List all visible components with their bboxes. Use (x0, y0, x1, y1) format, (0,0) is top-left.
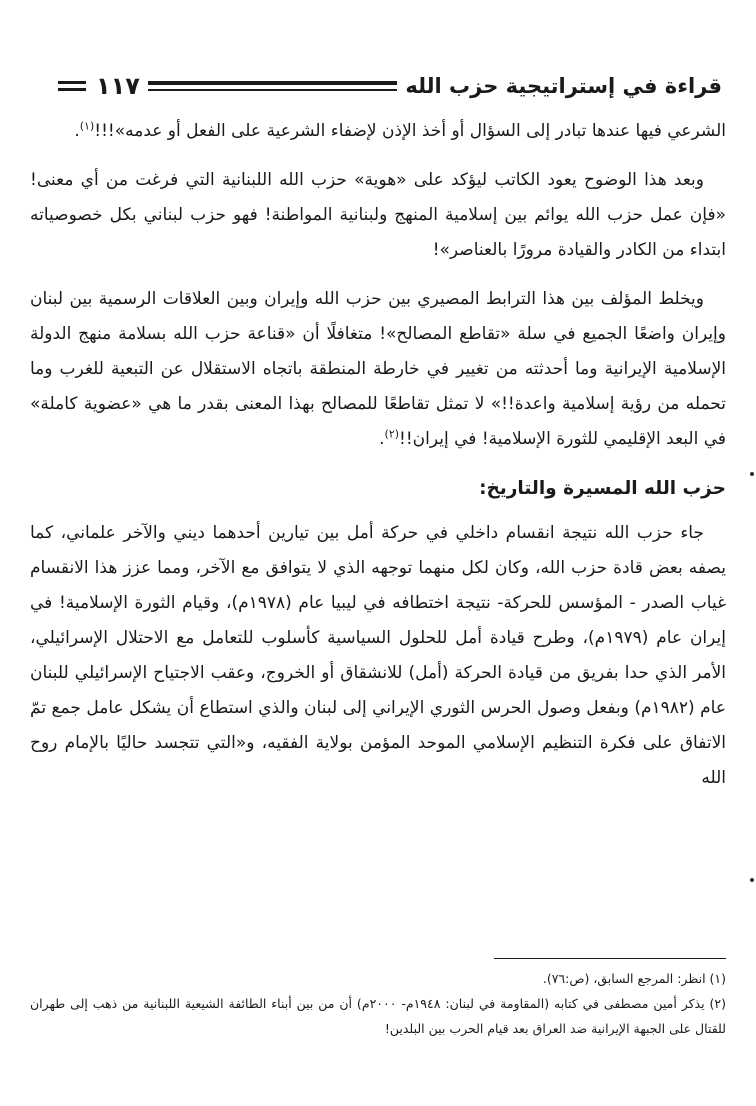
footnote-separator (494, 958, 726, 959)
page-number: ١١٧ (96, 72, 140, 100)
running-title: قراءة في إستراتيجية حزب الله (405, 74, 722, 98)
footnote-2: (٢) يذكر أمين مصطفى في كتابه (المقاومة في لبنان: ١٩٤٨م- ٢٠٠٠م) أن من بين أبناء الطائفة الشيعية اللبنانية من ذهب إلى طهران للقتال على الجبهة الإيرانية ضد العراق بعد قيام الحرب بين البلدين! (30, 996, 727, 1036)
header-rule (148, 81, 397, 91)
margin-dot (750, 472, 754, 476)
footnote-1: (١) انظر: المرجع السابق، (ص:٧٦). (542, 971, 726, 986)
section-heading: حزب الله المسيرة والتاريخ: (479, 478, 726, 499)
page-number-ornament (58, 81, 86, 91)
paragraph-1: الشرعي فيها عندها تبادر إلى السؤال أو أخذ الإذن لإضفاء الشرعية على الفعل أو عدمه»!!!$^{(١)}$. (74, 119, 726, 141)
footnote-ref-2: (٢) (384, 427, 400, 441)
paragraph-2: وبعد هذا الوضوح يعود الكاتب ليؤكد على «هوية» حزب الله اللبنانية التي فرغت من أي معنى! «فإن عمل حزب الله يوائم بين إسلامية المنهج ولبنانية المواطنة! فهو حزب لبناني بكل خصوصياته ابتداء من الكادر والقيادة مرورًا بالعناصر»! (30, 170, 726, 260)
paragraph-1-text: الشرعي فيها عندها تبادر إلى السؤال أو أخذ الإذن لإضفاء الشرعية على الفعل أو عدمه»!!! (94, 121, 726, 141)
paragraph-3: ويخلط المؤلف بين هذا الترابط المصيري بين حزب الله وإيران وبين العلاقات الرسمية بين لبنان وإيران واضعًا الجميع في سلة «تقاطع المصالح»! متغافلًا أن «قناعة حزب الله بسلامة منهج الدولة الإسلامية الإيرانية وما أحدثته من تغيير في خارطة المنطقة باتجاه الاستقلال عن التبعية للغرب وما تحمله من رؤية إسلامية واعدة!!» لا تمثل تقاطعًا للمصالح بهذا المعنى بقدر ما هي «عضوية كاملة» في البعد الإقليمي للثورة الإسلامية! في إيران!!$^{(٢)}$. (30, 289, 726, 449)
footnotes (30, 966, 726, 1041)
paragraph-3-text: ويخلط المؤلف بين هذا الترابط المصيري بين حزب الله وإيران وبين العلاقات الرسمية بين لبنان وإيران واضعًا الجميع في سلة «تقاطع المصالح»! متغافلًا أن «قناعة حزب الله بسلامة منهج الدولة الإسلامية الإيرانية وما أحدثته من تغيير في خارطة المنطقة باتجاه الاستقلال عن التبعية للغرب وما تحمله من رؤية إسلامية واعدة!!» لا تمثل تقاطعًا للمصالح بهذا المعنى بقدر ما هي «عضوية كاملة» في البعد الإقليمي للثورة الإسلامية! في إيران!! (30, 289, 726, 449)
page-header (58, 68, 722, 104)
margin-dot (750, 878, 754, 882)
paragraph-4: جاء حزب الله نتيجة انقسام داخلي في حركة أمل بين تيارين أحدهما ديني والآخر علماني، كما يصفه بعض قادة حزب الله، وكان لكل منهما توجهه الذي لا يتوافق مع الآخر، ومما عزز هذا الانقسام غياب الصدر - المؤسس للحركة- نتيجة اختطافه في ليبيا عام (١٩٧٨م)، وقيام الثورة الإسلامية! في إيران عام (١٩٧٩م)، وطرح قيادة أمل للحلول السياسية كأسلوب للتعامل مع الاحتلال الإسرائيلي، الأمر الذي حدا بفريق من قيادة الحركة (أمل) للانشقاق أو الخروج، وعقب الاجتياح الإسرائيلي للبنان عام (١٩٨٢م) وبفعل وصول الحرس الثوري الإيراني إلى لبنان والذي استطاع أن يشكل عامل جمع تمّ الاتفاق على فكرة التنظيم الإسلامي الموحد المؤمن بولاية الفقيه، و«التي تتجسد حاليًا بالإمام روح الله (30, 523, 726, 788)
footnote-ref-1: (١) (79, 119, 95, 133)
body-text (30, 114, 726, 810)
